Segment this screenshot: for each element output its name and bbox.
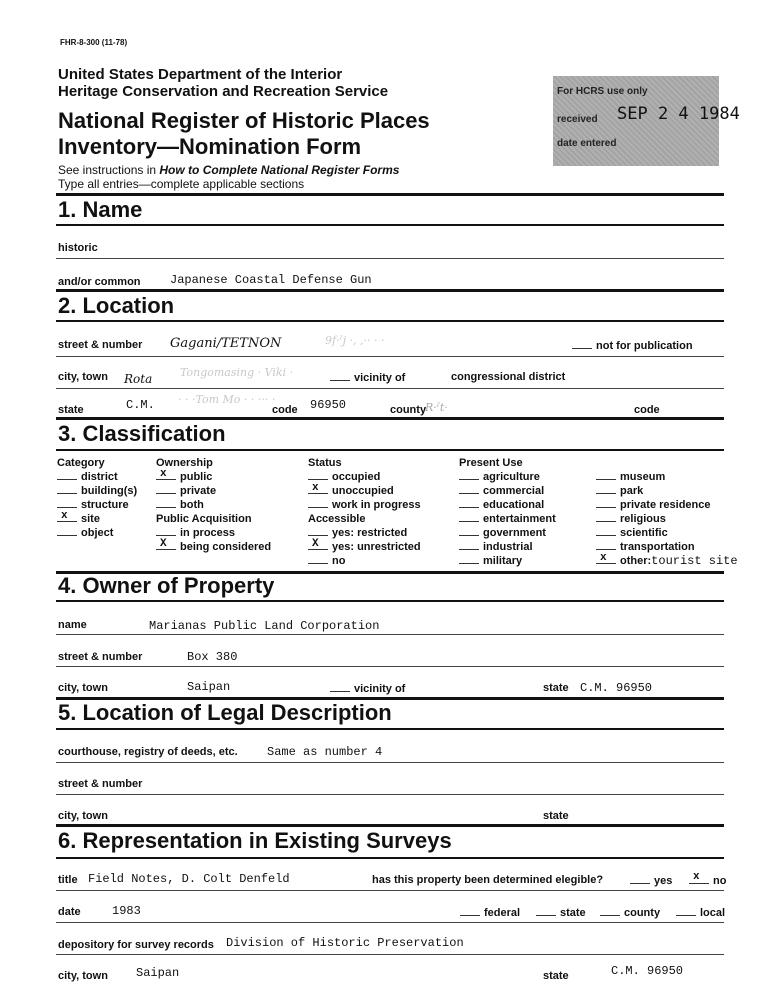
cat-site[interactable]: x site bbox=[57, 512, 137, 526]
street-line bbox=[56, 356, 724, 357]
code-label: code bbox=[272, 404, 298, 416]
stamp-received-date: SEP 2 4 1984 bbox=[617, 104, 740, 124]
owner-vicinity: vicinity of bbox=[330, 682, 405, 695]
eligible-question: has this property been determined elegible? bbox=[372, 874, 604, 886]
level-federal[interactable]: federal bbox=[460, 906, 520, 919]
section-2-title: 2. Location bbox=[58, 293, 175, 318]
county-code-label: code bbox=[634, 404, 660, 416]
use-other-value: tourist site bbox=[651, 554, 738, 568]
survey-city-label: city, town bbox=[58, 970, 108, 982]
instructions-italic: How to Complete National Register Forms bbox=[159, 163, 400, 177]
depository-line bbox=[56, 954, 724, 955]
state-faint-note: · · ·Tom Mo · · ··· · bbox=[178, 393, 276, 406]
legal-street-label: street & number bbox=[58, 778, 143, 790]
depository-value: Division of Historic Preservation bbox=[226, 936, 464, 950]
courthouse-value: Same as number 4 bbox=[267, 745, 383, 759]
dept-name: United States Department of the Interior bbox=[58, 66, 343, 83]
access-mark: X bbox=[312, 538, 319, 550]
vicinity-of bbox=[330, 371, 405, 384]
instructions-prefix: See instructions in bbox=[58, 163, 160, 177]
owner-street-value: Box 380 bbox=[187, 650, 238, 664]
own-private[interactable]: private bbox=[156, 484, 271, 498]
use-other-mark: x bbox=[600, 552, 607, 564]
own-both[interactable]: both bbox=[156, 498, 271, 512]
section-6-subrule bbox=[56, 857, 724, 859]
owner-name-value: Marianas Public Land Corporation bbox=[149, 619, 380, 633]
instructions bbox=[58, 163, 399, 177]
form-title-2: Inventory—Nomination Form bbox=[58, 134, 362, 159]
section-4-title: 4. Owner of Property bbox=[58, 573, 275, 598]
use-military[interactable]: military bbox=[459, 554, 556, 568]
cat-site-mark: x bbox=[61, 510, 68, 522]
eligible-no-mark: x bbox=[693, 871, 700, 883]
use-other[interactable]: x other:tourist site bbox=[596, 554, 738, 568]
access-unrestricted[interactable]: X yes: unrestricted bbox=[308, 540, 421, 554]
city-value: Rota bbox=[124, 372, 153, 386]
use-agriculture[interactable]: agriculture bbox=[459, 470, 556, 484]
legal-city-label: city, town bbox=[58, 810, 108, 822]
section-6-rule bbox=[56, 824, 724, 827]
courthouse-label: courthouse, registry of deeds, etc. bbox=[58, 746, 238, 758]
courthouse-line bbox=[56, 762, 724, 763]
owner-name-label: name bbox=[58, 619, 87, 631]
county-value: R·ˀt· bbox=[425, 401, 448, 414]
use-private-residence[interactable]: private residence bbox=[596, 498, 738, 512]
owner-state-value: C.M. 96950 bbox=[580, 681, 653, 695]
status-mark: x bbox=[312, 482, 319, 494]
street-value: Gagani/TETNON bbox=[170, 336, 282, 351]
section-1-subrule bbox=[56, 224, 724, 226]
survey-state-value: C.M. 96950 bbox=[611, 964, 684, 978]
section-4-subrule bbox=[56, 600, 724, 602]
ownership-head: Ownership bbox=[156, 457, 213, 469]
accessible-head: Accessible bbox=[308, 513, 366, 525]
survey-title-value: Field Notes, D. Colt Denfeld bbox=[88, 872, 290, 886]
use-museum[interactable]: museum bbox=[596, 470, 738, 484]
owner-street-line bbox=[56, 666, 724, 667]
survey-title-label: title bbox=[58, 874, 78, 886]
section-5-subrule bbox=[56, 728, 724, 730]
street-faint-note: 9f·ˀj ·, ,·· · · bbox=[325, 334, 385, 347]
section-2-rule bbox=[56, 289, 724, 292]
use-commercial[interactable]: commercial bbox=[459, 484, 556, 498]
common-name-label: and/or common bbox=[58, 276, 141, 288]
notpub-blank bbox=[572, 339, 592, 349]
eligible-yes[interactable]: yes bbox=[630, 874, 672, 887]
use-government[interactable]: government bbox=[459, 526, 556, 540]
service-name: Heritage Conservation and Recreation Service bbox=[58, 83, 389, 100]
city-line bbox=[56, 388, 724, 389]
survey-date-value: 1983 bbox=[112, 904, 141, 918]
survey-city-value: Saipan bbox=[136, 966, 180, 980]
congressional-district-label: congressional district bbox=[451, 371, 566, 383]
status-unoccupied[interactable]: x unoccupied bbox=[308, 484, 421, 498]
not-for-publication bbox=[572, 339, 693, 352]
cat-object[interactable]: object bbox=[57, 526, 137, 540]
owner-street-label: street & number bbox=[58, 651, 143, 663]
use-industrial[interactable]: industrial bbox=[459, 540, 556, 554]
survey-title-line bbox=[56, 890, 724, 891]
use-park[interactable]: park bbox=[596, 484, 738, 498]
section-6-title: 6. Representation in Existing Surveys bbox=[58, 828, 452, 853]
historic-line bbox=[56, 258, 724, 259]
section-1-rule bbox=[56, 193, 724, 196]
acq-being-considered[interactable]: X being considered bbox=[156, 540, 271, 554]
use-entertainment[interactable]: entertainment bbox=[459, 512, 556, 526]
vicinity-label: vicinity of bbox=[354, 372, 406, 384]
state-label: state bbox=[58, 404, 84, 416]
depository-label: depository for survey records bbox=[58, 939, 214, 951]
city-faint-note: Tongomasing · Viki · bbox=[180, 366, 294, 379]
county-label: county bbox=[390, 404, 427, 416]
present-use-column-1 bbox=[459, 456, 556, 568]
vicinity-blank bbox=[330, 371, 350, 381]
street-label: street & number bbox=[58, 339, 143, 351]
stamp-received-label: received bbox=[557, 114, 598, 125]
category-head: Category bbox=[57, 457, 105, 469]
use-religious[interactable]: religious bbox=[596, 512, 738, 526]
historic-label: historic bbox=[58, 242, 98, 254]
use-scientific[interactable]: scientific bbox=[596, 526, 738, 540]
acq-in-process[interactable]: in process bbox=[156, 526, 271, 540]
cat-district[interactable]: district bbox=[57, 470, 137, 484]
cat-buildings[interactable]: building(s) bbox=[57, 484, 137, 498]
notpub-label: not for publication bbox=[596, 340, 693, 352]
hcrs-stamp-box bbox=[553, 76, 740, 166]
access-no[interactable]: no bbox=[308, 554, 421, 568]
stamp-entered-label: date entered bbox=[557, 138, 617, 149]
level-local[interactable]: local bbox=[676, 906, 725, 919]
section-1-title: 1. Name bbox=[58, 197, 143, 222]
present-use-column-2 bbox=[596, 470, 738, 568]
section-3-title: 3. Classification bbox=[58, 421, 226, 446]
level-state[interactable]: state bbox=[536, 906, 586, 919]
code-value: 96950 bbox=[310, 398, 347, 412]
owner-state-label: state bbox=[543, 682, 569, 694]
status-head: Status bbox=[308, 457, 342, 469]
status-work-in-progress[interactable]: work in progress bbox=[308, 498, 421, 512]
survey-state-label: state bbox=[543, 970, 569, 982]
access-restricted[interactable]: yes: restricted bbox=[308, 526, 421, 540]
cat-structure[interactable]: structure bbox=[57, 498, 137, 512]
status-occupied[interactable]: occupied bbox=[308, 470, 421, 484]
acq-mark: X bbox=[160, 538, 167, 550]
acquisition-head: Public Acquisition bbox=[156, 513, 252, 525]
form-id: FHR-8-300 (11-78) bbox=[60, 38, 128, 47]
present-use-head: Present Use bbox=[459, 457, 523, 469]
use-transportation[interactable]: transportation bbox=[596, 540, 738, 554]
instructions-2: Type all entries—complete applicable sections bbox=[58, 177, 305, 191]
category-column bbox=[57, 456, 137, 540]
state-value: C.M. bbox=[126, 398, 155, 412]
section-3-rule bbox=[56, 417, 724, 420]
ownership-column bbox=[156, 456, 271, 554]
common-name-value: Japanese Coastal Defense Gun bbox=[170, 273, 372, 287]
status-column bbox=[308, 456, 421, 568]
legal-state-label: state bbox=[543, 810, 569, 822]
owner-name-line bbox=[56, 634, 724, 635]
level-county[interactable]: county bbox=[600, 906, 660, 919]
survey-date-label: date bbox=[58, 906, 81, 918]
form-title-1: National Register of Historic Places bbox=[58, 108, 430, 133]
own-public[interactable]: x public bbox=[156, 470, 271, 484]
use-educational[interactable]: educational bbox=[459, 498, 556, 512]
survey-date-line bbox=[56, 922, 724, 923]
section-5-title: 5. Location of Legal Description bbox=[58, 700, 392, 725]
section-2-subrule bbox=[56, 320, 724, 322]
legal-street-line bbox=[56, 794, 724, 795]
city-label: city, town bbox=[58, 371, 108, 383]
owner-city-label: city, town bbox=[58, 682, 108, 694]
section-3-subrule bbox=[56, 449, 724, 451]
eligible-no[interactable]: x no bbox=[689, 874, 726, 887]
owner-city-value: Saipan bbox=[187, 680, 231, 694]
stamp-use-only: For HCRS use only bbox=[557, 86, 648, 97]
own-public-mark: x bbox=[160, 468, 167, 480]
